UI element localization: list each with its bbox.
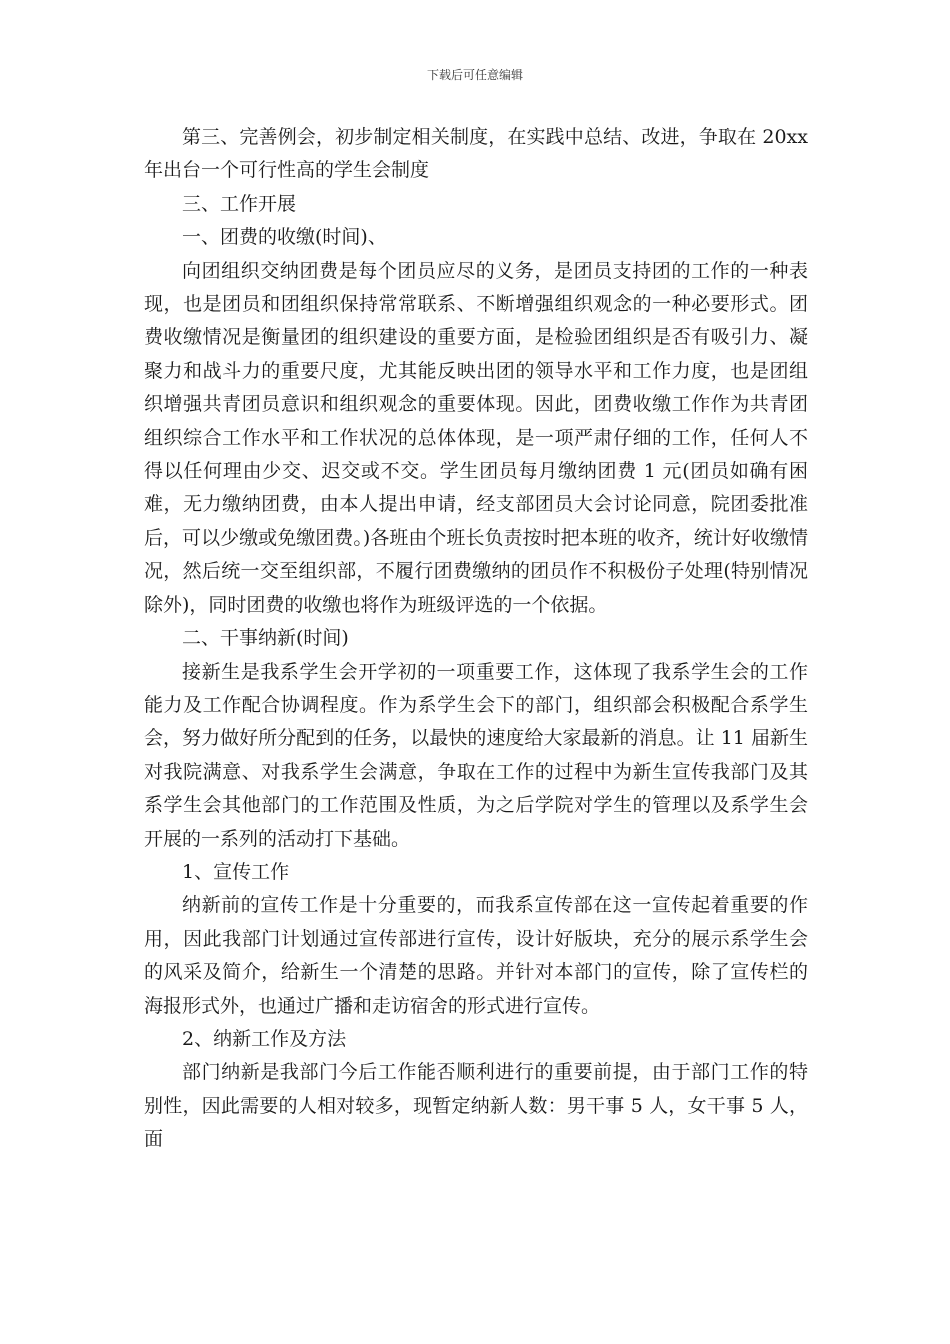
subheading-methods: 2、纳新工作及方法 (182, 1027, 347, 1050)
subheading-recruitment: 二、干事纳新(时间) (182, 627, 349, 650)
section-heading-work: 三、工作开展 (182, 192, 297, 215)
paragraph-dues: 向团组织交纳团费是每个团员应尽的义务，是团员支持团的工作的一种表现，也是团员和团组织保持常常联系、不断增强组织观念的一种必要形式。团费收缴情况是衡量团的组织建设的重要方面，是检验团组织是否有吸引力、凝聚力和战斗力的重要尺度，尤其能反映出团的领导水平和工作力度，也是团组织增强共青团员意识和组织观念的重要体现。因此，团费收缴工作作为共青团组织综合工作水平和工作状况的总体体现，是一项严肃仔细的工作，任何人不得以任何理由少交、迟交或不交。学生团员每月缴纳团费 1 元(团员如确有困难，无力缴纳团费，由本人提出申请，经支部团员大会讨论同意，院团委批准后，可以少缴或免缴团费。)各班由个班长负责按时把本班的收齐，统计好收缴情况，然后统一交至组织部，不履行团费缴纳的团员作不积极份子处理(特别情况除外)，同时团费的收缴也将作为班级评选的一个依据。 (144, 259, 808, 616)
document-body (144, 121, 808, 1157)
subheading-publicity: 1、宣传工作 (182, 860, 290, 883)
paragraph-recruitment: 接新生是我系学生会开学初的一项重要工作，这体现了我系学生会的工作能力及工作配合协调程度。作为系学生会下的部门，组织部会积极配合系学生会，努力做好所分配到的任务，以最快的速度给大家最新的消息。让 11 届新生对我院满意、对我系学生会满意，争取在工作的过程中为新生宣传我部门及其系学生会其他部门的工作范围及性质，为之后学院对学生的管理以及系学生会开展的一系列的活动打下基础。 (144, 660, 808, 850)
page-header: 下载后可任意编辑 (426, 68, 523, 82)
paragraph-methods: 部门纳新是我部门今后工作能否顺利进行的重要前提，由于部门工作的特别性，因此需要的人相对较多，现暂定纳新人数：男干事 5 人，女干事 5 人，面 (144, 1061, 808, 1151)
paragraph-publicity: 纳新前的宣传工作是十分重要的，而我系宣传部在这一宣传起着重要的作用，因此我部门计划通过宣传部进行宣传，设计好版块，充分的展示系学生会的风采及简介，给新生一个清楚的思路。并针对本部门的宣传，除了宣传栏的海报形式外，也通过广播和走访宿舍的形式进行宣传。 (144, 894, 808, 1017)
subheading-dues: 一、团费的收缴(时间)、 (182, 226, 387, 249)
paragraph-regulations: 第三、完善例会，初步制定相关制度，在实践中总结、改进，争取在 20xx 年出台一个可行性高的学生会制度 (144, 126, 808, 182)
